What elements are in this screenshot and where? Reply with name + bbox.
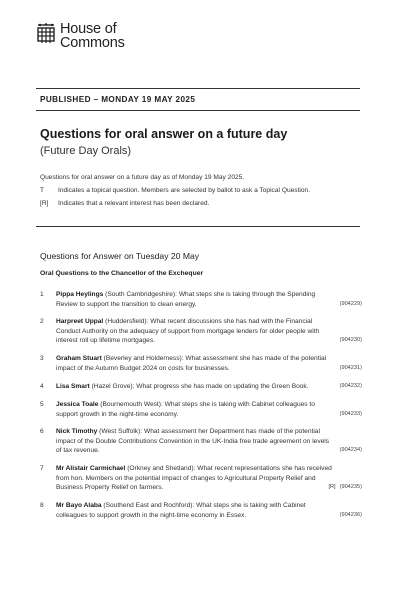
question-reference (340, 382, 362, 392)
question-reference (328, 483, 362, 493)
question-number: 4 (40, 383, 44, 390)
question-number: 3 (40, 355, 44, 362)
question-item (40, 400, 362, 419)
question-number: 8 (40, 502, 44, 509)
member-name: Jessica Toale (56, 401, 99, 408)
member-name: Nick Timothy (56, 428, 98, 435)
question-ref: (904232) (339, 383, 362, 389)
legend-key: [R] (40, 200, 49, 207)
question-item (40, 427, 362, 456)
section-divider (36, 226, 360, 227)
question-item (40, 464, 362, 493)
question-reference (340, 336, 362, 346)
question-text: What steps she is taking with Cabinet colleagues to support growth in the night-time economy. (56, 401, 315, 418)
question-text: What recent discussions she has had with the Financial Conduct Authority on the adequacy of support from mortgage lenders for older people with interest roll up lifetime mortgages. (56, 318, 320, 344)
question-item (40, 317, 362, 346)
question-item (40, 290, 362, 309)
member-name: Harpreet Uppal (56, 318, 104, 325)
question-text: What assessment she has made of the potential impact of the Autumn Budget 2024 on costs for businesses. (56, 355, 327, 372)
legend-key: T (40, 187, 45, 194)
member-name: Lisa Smart (56, 383, 90, 390)
logo-wordmark (60, 22, 125, 50)
department-heading: Oral Questions to the Chancellor of the Exchequer (40, 270, 204, 277)
question-ref: (904235) (339, 484, 362, 490)
published-divider (36, 110, 360, 111)
question-item (40, 354, 362, 373)
constituency: (Bournemouth West): (100, 401, 163, 408)
constituency: (Southend East and Rochford): (103, 502, 195, 509)
question-ref: (904236) (339, 511, 362, 518)
question-text: What steps she is taking with Cabinet colleagues to support growth in the night-time economy in Essex. (56, 502, 306, 519)
question-reference (340, 410, 362, 420)
legend-interest (40, 200, 209, 207)
question-reference (340, 511, 362, 521)
question-reference (340, 364, 362, 374)
question-ref: (904229) (339, 300, 362, 307)
legend-text: Indicates that a relevant interest has been declared. (58, 200, 210, 207)
question-ref: (904234) (339, 447, 362, 453)
page-subtitle: (Future Day Orals) (40, 145, 132, 157)
house-of-commons-logo[interactable] (36, 22, 125, 50)
question-text: What assessment her Department has made of the potential impact of the Double Contributions Convention in the UK-India free trade agreement on levels of tax revenue. (56, 428, 330, 454)
member-name: Graham Stuart (56, 355, 102, 362)
question-ref: (904233) (339, 410, 362, 417)
question-number: 2 (40, 318, 44, 325)
interest-flag: [R] (328, 484, 336, 490)
question-number: 5 (40, 401, 44, 408)
question-text: What steps she is taking through the Spending Review to support the transition to clean energy. (56, 291, 316, 308)
question-number: 7 (40, 465, 44, 472)
logo-line2: Commons (60, 35, 125, 51)
legend-text: Indicates a topical question. Members are selected by ballot to ask a Topical Question. (58, 187, 311, 194)
question-reference (340, 300, 362, 310)
member-name: Mr Bayo Alaba (56, 502, 102, 509)
question-number: 1 (40, 291, 44, 298)
question-reference (340, 446, 362, 456)
question-ref: (904231) (339, 364, 362, 371)
legend-topical (40, 187, 310, 194)
constituency: (South Cambridgeshire): (105, 291, 177, 298)
constituency: (Orkney and Shetland): (127, 465, 196, 472)
constituency: (West Suffolk): (99, 428, 143, 435)
top-divider (36, 88, 360, 89)
question-item (40, 382, 362, 392)
question-item (40, 501, 362, 520)
published-date: PUBLISHED – MONDAY 19 MAY 2025 (40, 95, 196, 104)
question-ref: (904230) (339, 337, 362, 343)
section-heading: Questions for Answer on Tuesday 20 May (40, 251, 200, 261)
intro-text: Questions for oral answer on a future day as of Monday 19 May 2025. (40, 174, 245, 181)
question-text: What recent representations she has received from hon. Members on the potential impact of changes to Agricultural Property Relief and Business Property Relief on farmers. (56, 465, 332, 491)
constituency: (Beverley and Holderness): (103, 355, 184, 362)
portcullis-icon (36, 23, 56, 45)
question-number: 6 (40, 428, 44, 435)
constituency: (Hazel Grove): (91, 383, 135, 390)
member-name: Pippa Heylings (56, 291, 104, 298)
question-text: What progress she has made on updating the Green Book. (136, 383, 309, 390)
page-title: Questions for oral answer on a future day (40, 127, 288, 141)
member-name: Mr Alistair Carmichael (56, 465, 126, 472)
logo-line1: House of (60, 21, 117, 37)
constituency: (Huddersfield): (105, 318, 149, 325)
